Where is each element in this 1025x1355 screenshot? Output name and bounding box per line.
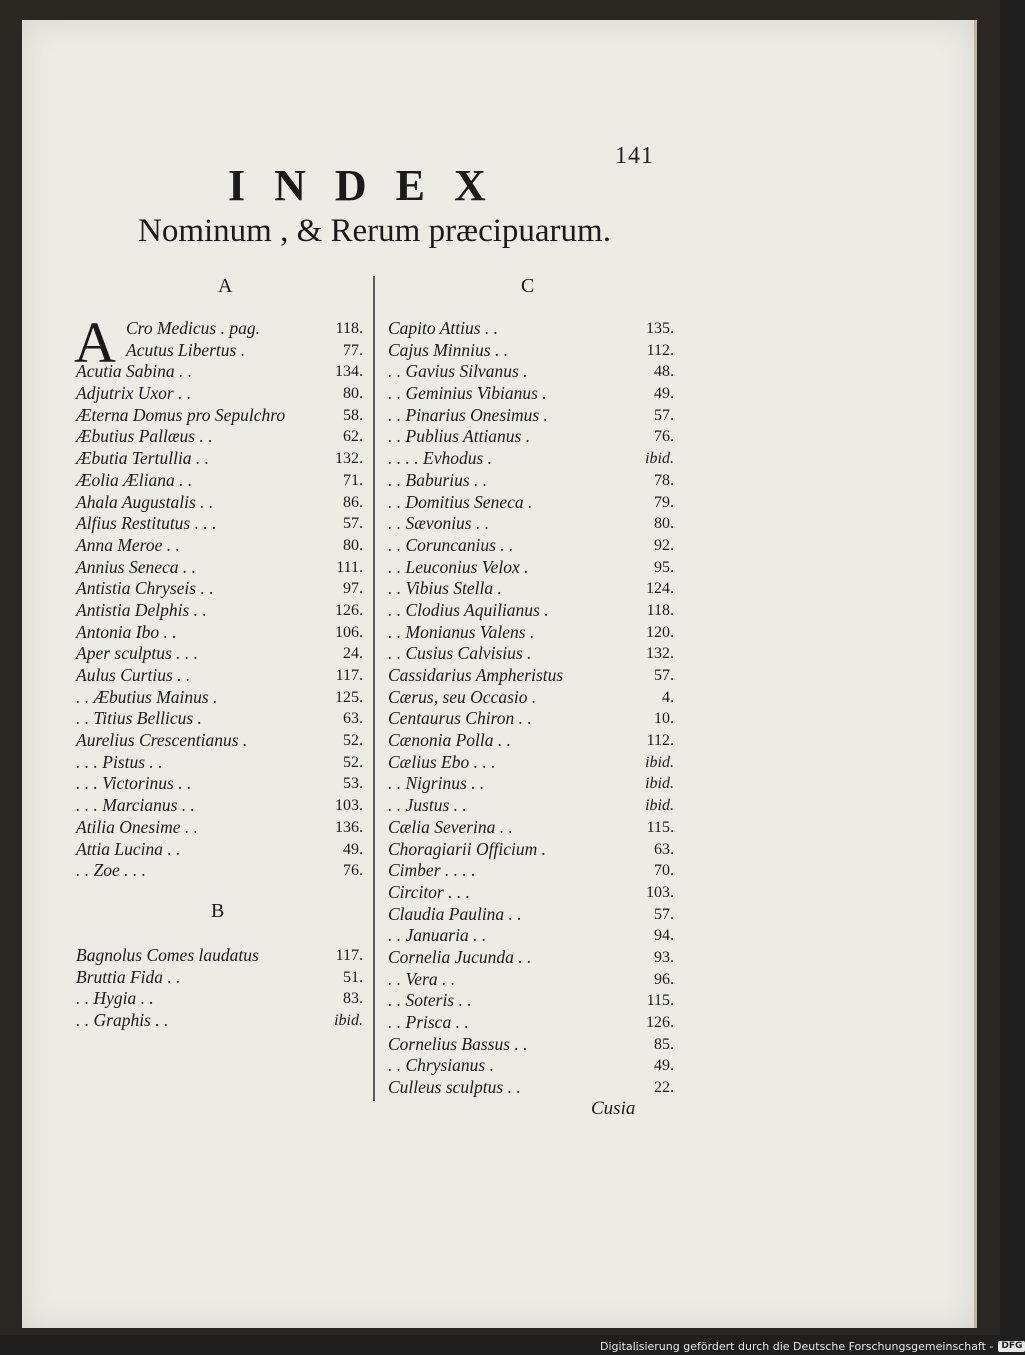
- entry-name: Cænonia Polla . .: [388, 730, 511, 751]
- entry-page: 132.: [335, 450, 363, 468]
- entry-page: 52.: [343, 732, 363, 750]
- entry-name: Cælia Severina . .: [388, 816, 513, 837]
- index-entry: [76, 383, 363, 405]
- entry-name: . . Geminius Vibianus .: [388, 383, 547, 404]
- index-entry: [76, 340, 363, 362]
- entry-name: Æbutia Tertullia . .: [76, 448, 210, 469]
- entry-name: Acutus Libertus .: [126, 339, 246, 360]
- index-entry: [388, 687, 674, 709]
- entry-page: 93.: [654, 948, 674, 966]
- index-entry: [76, 448, 363, 470]
- entry-page: 76.: [654, 428, 674, 446]
- entry-page: 52.: [343, 753, 363, 771]
- entry-name: Æolia Æliana . .: [76, 469, 193, 490]
- entry-name: . . Vera . .: [388, 968, 456, 989]
- entry-name: Aurelius Crescentianus .: [76, 730, 248, 751]
- index-entry: [76, 665, 363, 687]
- index-entry: [388, 492, 674, 514]
- entry-name: Anna Meroe . .: [76, 534, 180, 555]
- entry-name: . . . Victorinus . .: [76, 773, 192, 794]
- entry-page: 112.: [646, 732, 674, 750]
- index-entry: [76, 860, 363, 882]
- drop-cap: A: [74, 310, 116, 375]
- entry-name: Antistia Delphis . .: [76, 599, 207, 620]
- entry-page: 118.: [335, 320, 363, 337]
- entry-name: Cro Medicus . pag.: [126, 318, 260, 338]
- index-entry: [76, 361, 363, 383]
- column-divider: [373, 276, 375, 1101]
- index-entry: [76, 1010, 363, 1032]
- entry-page: 83.: [343, 990, 363, 1008]
- digitization-footer: [600, 1340, 1025, 1353]
- entry-name: Annius Seneca . .: [76, 556, 197, 577]
- entry-page: 48.: [654, 363, 674, 381]
- entry-page: 96.: [654, 970, 674, 988]
- entry-name: Æterna Domus pro Sepulchro: [76, 404, 286, 425]
- index-entry: [388, 557, 674, 579]
- entry-name: Capito Attius . .: [388, 318, 499, 338]
- entry-page: 85.: [654, 1035, 674, 1053]
- entry-name: . . Leuconius Velox .: [388, 556, 529, 577]
- index-entry: [388, 513, 674, 535]
- entry-name: . . Titius Bellicus .: [76, 708, 202, 729]
- index-entry: [76, 817, 363, 839]
- entry-name: Cassidarius Ampheristus: [388, 665, 564, 685]
- index-entry: [76, 513, 363, 535]
- entry-page: 86.: [343, 493, 363, 511]
- index-entry: [388, 1055, 674, 1077]
- entry-name: . . Publius Attianus .: [388, 426, 531, 447]
- entry-page: 57.: [654, 905, 674, 923]
- entry-name: Cornelius Bassus . .: [388, 1033, 528, 1054]
- index-entry: [388, 622, 674, 644]
- entry-page: 112.: [646, 341, 674, 359]
- entry-name: Cornelia Jucunda . .: [388, 946, 532, 967]
- entry-name: Æbutius Pallæus . .: [76, 426, 213, 447]
- entry-name: Atilia Onesime . .: [76, 816, 198, 837]
- index-entry: [76, 839, 363, 861]
- entry-page: 10.: [654, 710, 674, 728]
- entry-name: Bruttia Fida . .: [76, 966, 181, 987]
- index-entry: [76, 687, 363, 709]
- dfg-logo: DFG: [998, 1341, 1025, 1352]
- entry-page: 94.: [654, 927, 674, 945]
- entry-name: Choragiarii Officium .: [388, 838, 546, 859]
- index-entry: [388, 947, 674, 969]
- entry-page: ibid.: [645, 775, 674, 793]
- entry-name: . . Clodius Aquilianus .: [388, 599, 549, 620]
- page-number: 141: [615, 143, 654, 169]
- entry-name: . . Baburius . .: [388, 469, 488, 490]
- entry-page: 80.: [654, 515, 674, 533]
- index-entry: [388, 340, 674, 362]
- entry-page: 51.: [343, 968, 363, 986]
- index-entry: [76, 967, 363, 989]
- entry-name: . . Æbutius Mainus .: [76, 686, 218, 707]
- entry-name: . . Januaria . .: [388, 925, 487, 946]
- entry-name: Antistia Chryseis . .: [76, 578, 214, 599]
- entry-name: Alfius Restitutus . . .: [76, 513, 217, 534]
- entry-page: 62.: [343, 428, 363, 446]
- entry-page: 49.: [654, 1057, 674, 1075]
- index-entry: [76, 557, 363, 579]
- entry-page: 118.: [646, 601, 674, 619]
- section-letter-c: C: [521, 275, 535, 297]
- index-entry: [388, 470, 674, 492]
- index-column-c: [388, 318, 674, 1099]
- index-entry: [76, 622, 363, 644]
- entry-page: 71.: [343, 471, 363, 489]
- entry-page: 117.: [335, 947, 363, 964]
- catchword: Cusia: [591, 1098, 636, 1119]
- index-column-a: [76, 318, 363, 882]
- entry-page: 106.: [335, 623, 363, 641]
- entry-page: 132.: [646, 645, 674, 663]
- index-entry: [388, 1077, 674, 1099]
- index-entry: [388, 904, 674, 926]
- entry-name: Circitor . . .: [388, 881, 470, 902]
- entry-page: 95.: [654, 558, 674, 576]
- entry-name: . . Zoe . . .: [76, 860, 146, 881]
- entry-page: 125.: [335, 688, 363, 706]
- index-entry: [388, 795, 674, 817]
- entry-page: ibid.: [645, 450, 674, 468]
- index-entry: [76, 535, 363, 557]
- entry-name: . . Hygia . .: [76, 988, 154, 1009]
- entry-name: . . Chrysianus .: [388, 1055, 494, 1076]
- index-entry: [388, 969, 674, 991]
- index-entry: [76, 795, 363, 817]
- index-entry: [388, 839, 674, 861]
- entry-page: 103.: [646, 883, 674, 901]
- index-entry: [76, 426, 363, 448]
- entry-name: Culleus sculptus . .: [388, 1077, 521, 1098]
- index-entry: [388, 730, 674, 752]
- page-title: INDEX: [228, 161, 515, 210]
- entry-page: 117.: [335, 667, 363, 684]
- entry-name: Antonia Ibo . .: [76, 621, 177, 642]
- entry-page: 49.: [654, 385, 674, 403]
- entry-name: . . Gavius Silvanus .: [388, 361, 528, 382]
- entry-page: ibid.: [334, 1012, 363, 1030]
- footer-text: Digitalisierung gefördert durch die Deutsche Forschungsgemeinschaft -: [600, 1340, 994, 1353]
- entry-page: 57.: [343, 515, 363, 533]
- entry-page: 80.: [343, 536, 363, 554]
- section-letter-a: A: [218, 275, 233, 297]
- entry-name: . . Graphis . .: [76, 1010, 169, 1031]
- index-entry: [388, 405, 674, 427]
- index-entry: [388, 578, 674, 600]
- index-entry: [76, 600, 363, 622]
- entry-page: 135.: [646, 320, 674, 337]
- entry-page: 92.: [654, 536, 674, 554]
- index-entry: [388, 535, 674, 557]
- entry-page: 134.: [335, 363, 363, 381]
- index-entry: [388, 383, 674, 405]
- index-entry: [76, 730, 363, 752]
- index-entry: [76, 988, 363, 1010]
- index-column-b: [76, 945, 363, 1032]
- index-entry: [388, 882, 674, 904]
- entry-page: 120.: [646, 623, 674, 641]
- entry-page: 80.: [343, 385, 363, 403]
- index-entry: [388, 600, 674, 622]
- entry-page: 63.: [343, 710, 363, 728]
- entry-page: 77.: [343, 341, 363, 359]
- entry-name: . . Soteris . .: [388, 990, 472, 1011]
- entry-page: 115.: [646, 992, 674, 1010]
- section-letter-b: B: [211, 900, 225, 922]
- index-entry: [76, 773, 363, 795]
- index-entry: [388, 448, 674, 470]
- entry-name: . . Domitius Seneca .: [388, 491, 533, 512]
- entry-page: 70.: [654, 862, 674, 880]
- index-entry: [76, 470, 363, 492]
- entry-name: . . . Marcianus . .: [76, 795, 195, 816]
- entry-page: 124.: [646, 580, 674, 598]
- index-entry: [388, 990, 674, 1012]
- index-entry: [388, 925, 674, 947]
- entry-name: . . Prisca . .: [388, 1012, 469, 1032]
- index-entry: [388, 665, 674, 687]
- index-entry: [388, 752, 674, 774]
- index-entry: [76, 643, 363, 665]
- entry-name: . . Monianus Valens .: [388, 621, 535, 642]
- entry-name: Acutia Sabina . .: [76, 361, 193, 382]
- entry-name: Cælius Ebo . . .: [388, 751, 496, 772]
- index-entry: [76, 318, 363, 340]
- entry-page: ibid.: [645, 753, 674, 771]
- entry-name: Adjutrix Uxor . .: [76, 383, 192, 404]
- entry-name: Bagnolus Comes laudatus: [76, 945, 259, 965]
- index-entry: [388, 773, 674, 795]
- index-entry: [76, 578, 363, 600]
- entry-page: 49.: [343, 840, 363, 858]
- entry-page: 22.: [654, 1079, 674, 1097]
- entry-name: . . Sævonius . .: [388, 513, 490, 534]
- index-entry: [388, 860, 674, 882]
- entry-page: 57.: [654, 667, 674, 684]
- index-entry: [388, 1012, 674, 1034]
- entry-name: . . Pinarius Onesimus .: [388, 404, 548, 425]
- index-entry: [76, 945, 363, 967]
- index-entry: [388, 817, 674, 839]
- index-entry: [76, 492, 363, 514]
- page-subtitle: Nominum , & Rerum præcipuarum.: [138, 213, 611, 249]
- entry-page: 78.: [654, 471, 674, 489]
- entry-name: Cimber . . . .: [388, 860, 476, 881]
- entry-name: Cærus, seu Occasio .: [388, 686, 537, 707]
- entry-name: . . . . Evhodus .: [388, 448, 493, 469]
- entry-page: 4.: [662, 688, 674, 706]
- entry-name: . . Justus . .: [388, 795, 467, 816]
- entry-name: Attia Lucina . .: [76, 838, 181, 859]
- entry-page: 97.: [343, 580, 363, 598]
- index-entry: [76, 708, 363, 730]
- entry-name: Aper sculptus . . .: [76, 643, 199, 664]
- entry-page: ibid.: [645, 797, 674, 815]
- index-entry: [388, 361, 674, 383]
- entry-page: 24.: [343, 645, 363, 663]
- entry-page: 63.: [654, 840, 674, 858]
- entry-name: Ahala Augustalis . .: [76, 491, 214, 512]
- entry-page: 76.: [343, 862, 363, 880]
- index-entry: [388, 426, 674, 448]
- entry-page: 126.: [646, 1014, 674, 1031]
- entry-page: 79.: [654, 493, 674, 511]
- entry-page: 57.: [654, 406, 674, 424]
- entry-name: . . Vibius Stella .: [388, 578, 502, 599]
- entry-name: Centaurus Chiron . .: [388, 708, 532, 729]
- entry-name: Cajus Minnius . .: [388, 339, 509, 360]
- entry-page: 103.: [335, 797, 363, 815]
- entry-name: . . Cusius Calvisius .: [388, 643, 532, 664]
- entry-name: . . Nigrinus . .: [388, 773, 485, 794]
- entry-page: 111.: [336, 558, 363, 576]
- entry-page: 136.: [335, 818, 363, 836]
- entry-page: 126.: [335, 601, 363, 619]
- index-entry: [388, 643, 674, 665]
- entry-page: 115.: [646, 818, 674, 836]
- entry-page: 58.: [343, 406, 363, 424]
- entry-name: . . Coruncanius . .: [388, 534, 514, 555]
- entry-name: Claudia Paulina . .: [388, 903, 522, 924]
- index-entry: [388, 1034, 674, 1056]
- index-entry: [76, 405, 363, 427]
- entry-name: . . . Pistus . .: [76, 751, 163, 772]
- entry-page: 53.: [343, 775, 363, 793]
- index-entry: [388, 318, 674, 340]
- index-entry: [76, 752, 363, 774]
- entry-name: Aulus Curtius . .: [76, 665, 191, 685]
- index-entry: [388, 708, 674, 730]
